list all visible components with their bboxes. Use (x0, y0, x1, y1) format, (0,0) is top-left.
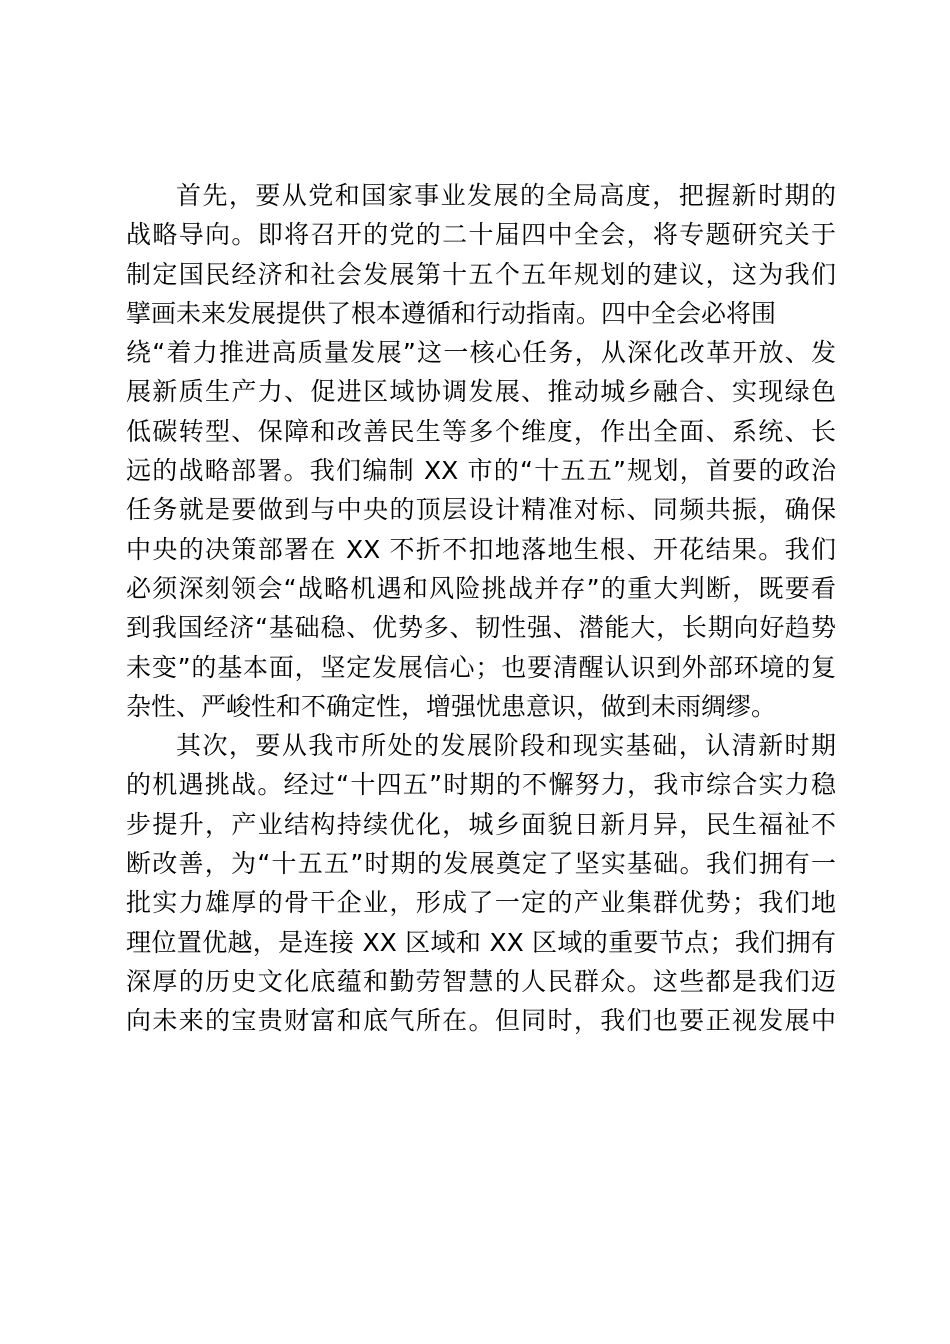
text-line: 展新质生产力、促进区域协调发展、推动城乡融合、实现绿色 (126, 377, 836, 407)
text-line: 未变”的基本面，坚定发展信心；也要清醒认识到外部环境的复 (126, 652, 836, 682)
text-line: 其次，要从我市所处的发展阶段和现实基础，认清新时期 (176, 731, 836, 761)
text-line: 制定国民经济和社会发展第十五个五年规划的建议，这为我们 (126, 259, 836, 289)
text-line: 批实力雄厚的骨干企业，形成了一定的产业集群优势；我们地 (126, 888, 836, 918)
text-line: 杂性、严峻性和不确定性，增强忧患意识，做到未雨绸缪。 (126, 691, 777, 721)
text-line: 低碳转型、保障和改善民生等多个维度，作出全面、系统、长 (126, 416, 836, 446)
text-line: 远的战略部署。我们编制 XX 市的“十五五”规划，首要的政治 (126, 456, 836, 486)
text-line: 首先，要从党和国家事业发展的全局高度，把握新时期的 (176, 181, 836, 210)
text-line: 任务就是要做到与中央的顶层设计精准对标、同频共振，确保 (126, 495, 836, 525)
text-line: 步提升，产业结构持续优化，城乡面貌日新月异，民生福祉不 (126, 809, 836, 839)
body-text (126, 176, 836, 1041)
text-line: 到我国经济“基础稳、优势多、韧性强、潜能大，长期向好趋势 (126, 613, 836, 643)
text-line: 的机遇挑战。经过“十四五”时期的不懈努力，我市综合实力稳 (126, 770, 836, 800)
text-line: 绕“着力推进高质量发展”这一核心任务，从深化改革开放、发 (126, 338, 836, 368)
text-line: 向未来的宝贵财富和底气所在。但同时，我们也要正视发展中 (126, 1006, 836, 1036)
text-line: 战略导向。即将召开的党的二十届四中全会，将专题研究关于 (126, 220, 836, 250)
text-line: 中央的决策部署在 XX 不折不扣地落地生根、开花结果。我们 (126, 534, 836, 564)
text-line: 擘画未来发展提供了根本遵循和行动指南。四中全会必将围 (126, 298, 777, 328)
text-line: 必须深刻领会“战略机遇和风险挑战并存”的重大判断，既要看 (126, 573, 836, 603)
paragraph-2 (126, 726, 836, 1040)
text-line: 理位置优越，是连接 XX 区域和 XX 区域的重要节点；我们拥有 (126, 927, 836, 957)
text-line: 深厚的历史文化底蕴和勤劳智慧的人民群众。这些都是我们迈 (126, 966, 836, 996)
paragraph-1 (126, 176, 836, 726)
text-line: 断改善，为“十五五”时期的发展奠定了坚实基础。我们拥有一 (126, 849, 836, 879)
